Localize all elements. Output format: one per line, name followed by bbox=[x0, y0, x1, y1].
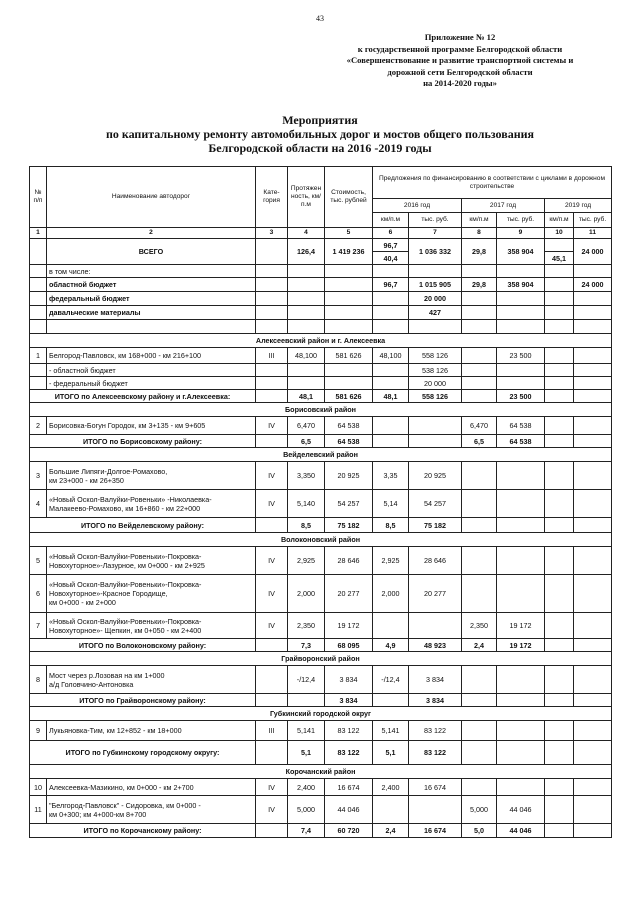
name-line: «Новый Оскол-Валуйки-Ровеньки»-Покровка- bbox=[49, 551, 202, 561]
row-name: - областной бюджет bbox=[47, 364, 256, 377]
cell: 3 834 bbox=[409, 666, 462, 694]
cell: 23 500 bbox=[497, 348, 545, 364]
total-length: 126,4 bbox=[288, 239, 325, 265]
cell: 2,400 bbox=[373, 779, 409, 796]
title-line: Мероприятия bbox=[282, 113, 358, 127]
row-name: Лукьяновка-Тим, км 12+852 - км 18+000 bbox=[47, 721, 256, 741]
appendix-line: на 2014-2020 годы» bbox=[423, 78, 497, 88]
subtotal-label: ИТОГО по Алексеевскому району и г.Алексеевка: bbox=[30, 390, 256, 403]
section-title: Волоконовский район bbox=[30, 533, 612, 547]
cell: 8,5 bbox=[373, 518, 409, 533]
title-line: Белгородской области на 2016 -2019 годы bbox=[208, 141, 432, 155]
cell: IV bbox=[256, 462, 288, 490]
cell: 19 172 bbox=[497, 639, 545, 652]
col-num: 9 bbox=[497, 228, 545, 239]
table-row bbox=[30, 377, 612, 390]
col-num: 11 bbox=[574, 228, 612, 239]
cell: IV bbox=[256, 613, 288, 639]
header-cost: Стоимость, тыс. рублей bbox=[325, 167, 373, 228]
cell: 19 172 bbox=[325, 613, 373, 639]
cell: 3 834 bbox=[325, 694, 373, 707]
col-num: 6 bbox=[373, 228, 409, 239]
cell: 558 126 bbox=[409, 390, 462, 403]
cell: 2,350 bbox=[288, 613, 325, 639]
cell: 48 923 bbox=[409, 639, 462, 652]
section-title: Вейделевский район bbox=[30, 448, 612, 462]
cell: 54 257 bbox=[325, 490, 373, 518]
cell: 20 000 bbox=[409, 377, 462, 390]
header-kmpm: км/п.м bbox=[462, 213, 497, 228]
table-row bbox=[30, 417, 612, 435]
cell: 2,000 bbox=[288, 575, 325, 613]
cell: 5,000 bbox=[462, 796, 497, 824]
name-line: км 0+300; км 4+000-км 8+700 bbox=[49, 809, 147, 819]
cell: 83 122 bbox=[325, 721, 373, 741]
cell: 7,3 bbox=[288, 639, 325, 652]
cell: 6,470 bbox=[462, 417, 497, 435]
road-repair-table bbox=[29, 166, 612, 838]
cell: 48,1 bbox=[288, 390, 325, 403]
header-2019: 2019 год bbox=[545, 199, 612, 213]
row-name bbox=[47, 547, 256, 575]
section-row bbox=[30, 707, 612, 721]
cell: 28 646 bbox=[409, 547, 462, 575]
subtotal-row bbox=[30, 694, 612, 707]
total-km-2016: 96,7 bbox=[373, 239, 409, 252]
header-row bbox=[30, 167, 612, 199]
cell: 5,141 bbox=[288, 721, 325, 741]
section-row bbox=[30, 403, 612, 417]
cell: 3 834 bbox=[325, 666, 373, 694]
subtotal-row bbox=[30, 639, 612, 652]
row-number: 9 bbox=[30, 721, 47, 741]
section-title: Губкинский городской округ bbox=[30, 707, 612, 721]
cell: 28 646 bbox=[325, 547, 373, 575]
subtotal-row bbox=[30, 435, 612, 448]
document-title bbox=[0, 113, 640, 155]
table-row bbox=[30, 348, 612, 364]
cell: 2,4 bbox=[462, 639, 497, 652]
cell: 4,9 bbox=[373, 639, 409, 652]
section-title: Грайворонский район bbox=[30, 652, 612, 666]
table-row bbox=[30, 796, 612, 824]
table-row bbox=[30, 547, 612, 575]
cell: 48,100 bbox=[373, 348, 409, 364]
cell: 2,350 bbox=[462, 613, 497, 639]
header-2016: 2016 год bbox=[373, 199, 462, 213]
header-2017: 2017 год bbox=[462, 199, 545, 213]
cell: 7,4 bbox=[288, 824, 325, 838]
subtotal-row bbox=[30, 824, 612, 838]
cell: 427 bbox=[409, 306, 462, 320]
table-row bbox=[30, 779, 612, 796]
name-line: "Белгород-Павловск" - Сидоровка, км 0+000 - bbox=[49, 800, 201, 810]
total-km-2016-bridges: 40,4 bbox=[373, 252, 409, 265]
col-num: 2 bbox=[47, 228, 256, 239]
total-cost: 1 419 236 bbox=[325, 239, 373, 265]
cell: 20 925 bbox=[409, 462, 462, 490]
header-length: Протяжен ность, км/п.м bbox=[288, 167, 325, 228]
row-name: давальческие материалы bbox=[47, 306, 256, 320]
cell: 64 538 bbox=[497, 435, 545, 448]
appendix-line: к государственной программе Белгородской области bbox=[357, 43, 563, 54]
cell: III bbox=[256, 721, 288, 741]
cell: 75 182 bbox=[409, 518, 462, 533]
name-line: Новохуторное»-Красное Городище, bbox=[49, 589, 168, 598]
row-name: Белгород-Павловск, км 168+000 - км 216+100 bbox=[47, 348, 256, 364]
name-line: км 0+000 - км 2+000 bbox=[49, 598, 116, 607]
col-num: 8 bbox=[462, 228, 497, 239]
name-line: «Новый Оскол-Валуйки-Ровеньки»-Покровка- bbox=[49, 580, 202, 589]
header-rub: тыс. руб. bbox=[574, 213, 612, 228]
cell: III bbox=[256, 348, 288, 364]
cell: 3,35 bbox=[373, 462, 409, 490]
subtotal-row bbox=[30, 741, 612, 765]
header-kmpm: км/п.м bbox=[373, 213, 409, 228]
total-rub-2017: 358 904 bbox=[497, 239, 545, 265]
table-row bbox=[30, 613, 612, 639]
row-number: 10 bbox=[30, 779, 47, 796]
cell: IV bbox=[256, 779, 288, 796]
row-name: федеральный бюджет bbox=[47, 292, 256, 306]
row-number: 6 bbox=[30, 575, 47, 613]
cell: 20 277 bbox=[325, 575, 373, 613]
row-name: - федеральный бюджет bbox=[47, 377, 256, 390]
cell: 3,350 bbox=[288, 462, 325, 490]
row-name bbox=[47, 490, 256, 518]
row-number: 7 bbox=[30, 613, 47, 639]
cell bbox=[545, 239, 574, 252]
section-title: Корочанский район bbox=[30, 765, 612, 779]
row-name bbox=[47, 575, 256, 613]
cell: 64 538 bbox=[325, 417, 373, 435]
appendix-heading bbox=[310, 32, 610, 90]
total-km-2019: 45,1 bbox=[545, 252, 574, 265]
col-num: 5 bbox=[325, 228, 373, 239]
cell: 2,4 bbox=[373, 824, 409, 838]
cell: 64 538 bbox=[497, 417, 545, 435]
total-rub-2019: 24 000 bbox=[574, 239, 612, 265]
subtotal-row bbox=[30, 390, 612, 403]
cell: 2,925 bbox=[373, 547, 409, 575]
cell: 6,470 bbox=[288, 417, 325, 435]
cell: 2,925 bbox=[288, 547, 325, 575]
table-row bbox=[30, 462, 612, 490]
row-name bbox=[47, 666, 256, 694]
cell: 5,1 bbox=[288, 741, 325, 765]
total-rub-2016: 1 036 332 bbox=[409, 239, 462, 265]
cell: 83 122 bbox=[325, 741, 373, 765]
col-num: 4 bbox=[288, 228, 325, 239]
row-number: 3 bbox=[30, 462, 47, 490]
cell: 48,1 bbox=[373, 390, 409, 403]
name-line: Мост через р.Лозовая на км 1+000 bbox=[49, 670, 165, 680]
row-number: 8 bbox=[30, 666, 47, 694]
cell: 29,8 bbox=[462, 278, 497, 292]
cell: 44 046 bbox=[497, 796, 545, 824]
row-name: Алексеевка-Мазикино, км 0+000 - км 2+700 bbox=[47, 779, 256, 796]
row-name bbox=[47, 462, 256, 490]
table-row bbox=[30, 320, 612, 334]
header-name: Наименование автодорог bbox=[47, 167, 256, 228]
subtotal-label: ИТОГО по Вейделевскому району: bbox=[30, 518, 256, 533]
cell: 581 626 bbox=[325, 390, 373, 403]
cell: 5,141 bbox=[373, 721, 409, 741]
subtotal-row bbox=[30, 518, 612, 533]
header-funding: Предложения по финансированию в соответствии с циклами в дорожном строительстве bbox=[373, 167, 612, 199]
name-line: «Новый Оскол-Валуйки-Ровеньки»-Покровка- bbox=[49, 616, 202, 626]
subtotal-label: ИТОГО по Волоконовскому району: bbox=[30, 639, 256, 652]
col-num: 1 bbox=[30, 228, 47, 239]
cell: 20 277 bbox=[409, 575, 462, 613]
row-name: в том числе: bbox=[47, 265, 256, 278]
cell: 358 904 bbox=[497, 278, 545, 292]
row-number: 5 bbox=[30, 547, 47, 575]
cell: 3 834 bbox=[409, 694, 462, 707]
cell: 20 000 bbox=[409, 292, 462, 306]
subtotal-label: ИТОГО по Борисовскому району: bbox=[30, 435, 256, 448]
cell: 64 538 bbox=[325, 435, 373, 448]
section-title: Алексеевский район и г. Алексеевка bbox=[30, 334, 612, 348]
cell: 1 015 905 bbox=[409, 278, 462, 292]
cell: -/12,4 bbox=[373, 666, 409, 694]
total-label: ВСЕГО bbox=[47, 239, 256, 265]
subtotal-label: ИТОГО по Корочанскому району: bbox=[30, 824, 256, 838]
cell: 5,14 bbox=[373, 490, 409, 518]
table-row bbox=[30, 364, 612, 377]
cell: 19 172 bbox=[497, 613, 545, 639]
section-row bbox=[30, 533, 612, 547]
header-kmpm: км/п.м bbox=[545, 213, 574, 228]
appendix-line: «Совершенствование и развитие транспортной системы и bbox=[346, 55, 574, 65]
row-number: 4 bbox=[30, 490, 47, 518]
row-name: областной бюджет bbox=[47, 278, 256, 292]
cell: 6,5 bbox=[462, 435, 497, 448]
name-line: а/д Головчино-Антоновка bbox=[49, 679, 134, 689]
cell: 5,0 bbox=[462, 824, 497, 838]
section-title: Борисовский район bbox=[30, 403, 612, 417]
subtotal-label: ИТОГО по Грайворонскому району: bbox=[30, 694, 256, 707]
section-row bbox=[30, 765, 612, 779]
cell: 54 257 bbox=[409, 490, 462, 518]
cell: 20 925 bbox=[325, 462, 373, 490]
cell: 68 095 bbox=[325, 639, 373, 652]
cell: 16 674 bbox=[409, 779, 462, 796]
appendix-line: Приложение № 12 bbox=[424, 32, 496, 42]
row-number: 2 bbox=[30, 417, 47, 435]
name-line: Малакеево-Ромахово, км 16+860 - км 22+000 bbox=[49, 503, 201, 513]
row-number: 11 bbox=[30, 796, 47, 824]
cell: 23 500 bbox=[497, 390, 545, 403]
table-row bbox=[30, 265, 612, 278]
table-row bbox=[30, 306, 612, 320]
table-row bbox=[30, 721, 612, 741]
cell: 16 674 bbox=[325, 779, 373, 796]
row-number: 1 bbox=[30, 348, 47, 364]
cell: 5,000 bbox=[288, 796, 325, 824]
cell: 83 122 bbox=[409, 741, 462, 765]
header-num: № п/п bbox=[30, 167, 47, 228]
name-line: Новохуторное»- Щепкин, км 0+050 - км 2+400 bbox=[49, 625, 202, 635]
table-row bbox=[30, 278, 612, 292]
cell: 2,400 bbox=[288, 779, 325, 796]
cell: 44 046 bbox=[325, 796, 373, 824]
row-name bbox=[47, 613, 256, 639]
cell: 558 126 bbox=[409, 348, 462, 364]
subtotal-label: ИТОГО по Губкинскому городскому округу: bbox=[30, 741, 256, 765]
page-number: 43 bbox=[316, 14, 324, 23]
cell: IV bbox=[256, 417, 288, 435]
header-rub: тыс. руб. bbox=[497, 213, 545, 228]
cell: 60 720 bbox=[325, 824, 373, 838]
cell: 96,7 bbox=[373, 278, 409, 292]
cell: IV bbox=[256, 547, 288, 575]
table-row bbox=[30, 666, 612, 694]
cell: IV bbox=[256, 490, 288, 518]
col-num: 3 bbox=[256, 228, 288, 239]
title-line: по капитальному ремонту автомобильных дорог и мостов общего пользования bbox=[105, 127, 535, 141]
cell bbox=[30, 239, 47, 265]
section-row bbox=[30, 448, 612, 462]
section-row bbox=[30, 652, 612, 666]
cell: 8,5 bbox=[288, 518, 325, 533]
cell bbox=[256, 239, 288, 265]
row-name: Борисовка-Богун Городок, км 3+135 - км 9+605 bbox=[47, 417, 256, 435]
cell: 44 046 bbox=[497, 824, 545, 838]
row-name bbox=[47, 796, 256, 824]
name-line: «Новый Оскол-Валуйки-Ровеньки» -Николаевка- bbox=[49, 494, 212, 504]
cell: IV bbox=[256, 575, 288, 613]
col-num: 10 bbox=[545, 228, 574, 239]
table-row bbox=[30, 575, 612, 613]
column-number-row bbox=[30, 228, 612, 239]
name-line: Большие Липяги-Долгое-Ромахово, bbox=[49, 466, 168, 476]
header-category: Кате- гория bbox=[256, 167, 288, 228]
name-line: Новохуторное»-Лазурное, км 0+000 - км 2+925 bbox=[49, 560, 205, 570]
cell: IV bbox=[256, 796, 288, 824]
total-km-2017: 29,8 bbox=[462, 239, 497, 265]
cell: 5,140 bbox=[288, 490, 325, 518]
cell bbox=[30, 265, 47, 278]
cell: 75 182 bbox=[325, 518, 373, 533]
section-row bbox=[30, 334, 612, 348]
cell: 6,5 bbox=[288, 435, 325, 448]
total-row bbox=[30, 239, 612, 252]
cell: 16 674 bbox=[409, 824, 462, 838]
table-row bbox=[30, 490, 612, 518]
cell: 581 626 bbox=[325, 348, 373, 364]
cell: 5,1 bbox=[373, 741, 409, 765]
cell: 83 122 bbox=[409, 721, 462, 741]
cell: 24 000 bbox=[574, 278, 612, 292]
table-row bbox=[30, 292, 612, 306]
cell: 48,100 bbox=[288, 348, 325, 364]
cell: 2,000 bbox=[373, 575, 409, 613]
col-num: 7 bbox=[409, 228, 462, 239]
cell: -/12,4 bbox=[288, 666, 325, 694]
appendix-line: дорожной сети Белгородской области bbox=[387, 66, 533, 77]
cell: 538 126 bbox=[409, 364, 462, 377]
header-rub: тыс. руб. bbox=[409, 213, 462, 228]
name-line: км 23+000 - км 26+350 bbox=[49, 475, 124, 485]
